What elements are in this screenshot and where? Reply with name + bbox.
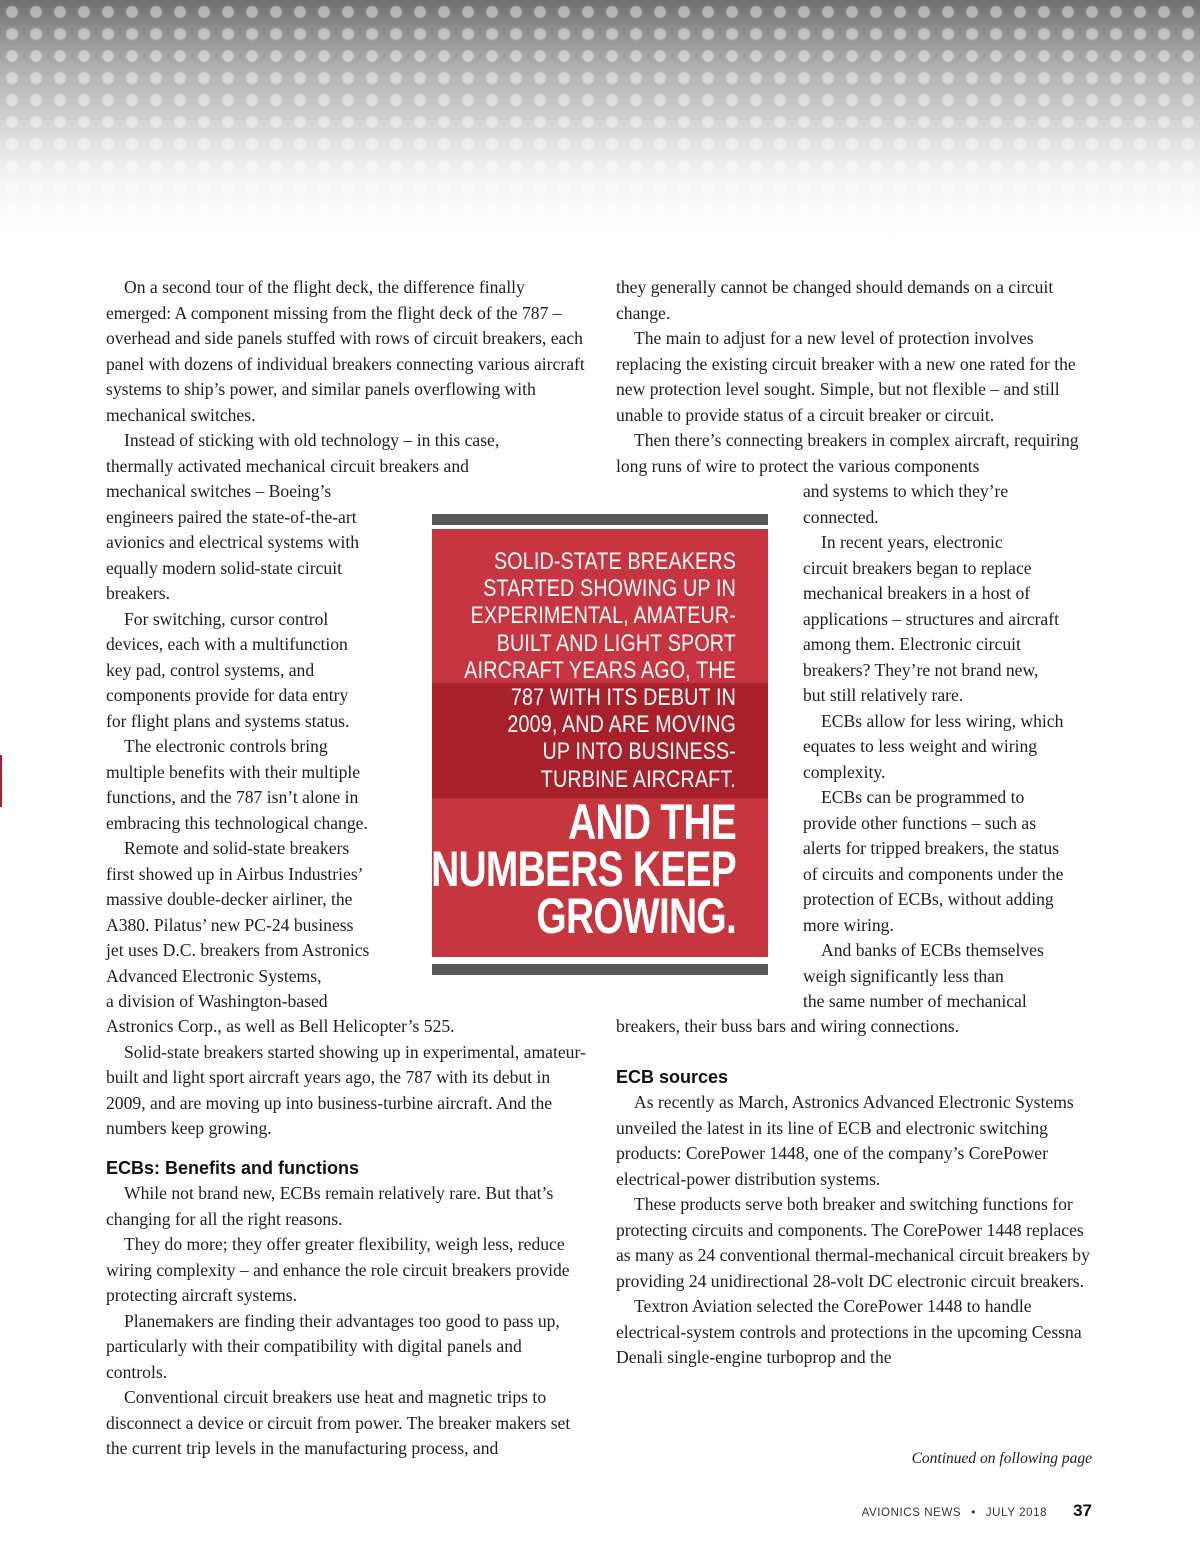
text-line: UP INTO BUSINESS- [542,738,736,766]
text-line: mechanical breakers in a host of [803,583,1031,603]
page-footer [862,1501,1092,1521]
text-line: the same number of mechanical [803,991,1027,1011]
header-texture-banner [0,0,1200,250]
text-line: provide other functions – such as [803,812,1037,833]
text-line: GROWING. [536,887,736,944]
text-line: applications – structures and aircraft [803,608,1059,629]
text-line: EXPERIMENTAL, AMATEUR- [470,602,736,630]
paragraph: Textron Aviation selected the CorePower 1448 to handle electrical-system controls and protections in the upcoming Cessna Denali single-engine turboprop and the [616,1296,1082,1367]
pull-quote-text [449,548,736,793]
text-line: but still relatively rare. [803,685,964,705]
text-line: equates to less weight and wiring [803,736,1038,756]
paragraph: they generally cannot be changed should demands on a circuit change. [616,277,1054,323]
text-line: ECBs allow for less wiring, which [821,710,1064,731]
text-line: first showed up in Airbus Industries’ [106,863,364,884]
text-line: BUILT AND LIGHT SPORT [496,629,736,657]
text-line: functions, and the 787 isn’t alone in [106,787,359,807]
text-line: AIRCRAFT YEARS AGO, THE [464,656,736,684]
text-line: massive double-decker airliner, the [106,889,353,909]
text-line: among them. Electronic circuit [803,634,1021,654]
text-line: jet uses D.C. breakers from Astronics [106,940,370,960]
paragraph: They do more; they offer greater flexibility, weigh less, reduce wiring complexity – and enhance the role circuit breakers provide protecting aircraft systems. [106,1234,570,1305]
page-number: 37 [1073,1501,1092,1520]
paragraph: Planemakers are finding their advantages too good to pass up, particularly with their compatibility with digital panels and controls. [106,1310,560,1382]
text-line: engineers paired the state-of-the-art [106,506,357,527]
text-line: The electronic controls bring [124,736,328,756]
text-line: devices, each with a multifunction [106,634,348,654]
text-line: embracing this technological change. [106,812,368,833]
text-line: breakers? They’re not brand new, [803,659,1039,680]
text-line: mechanical switches – Boeing’s [106,481,332,501]
text-line: 787 WITH ITS DEBUT IN [510,684,736,712]
text-line: complexity. [803,761,886,782]
section-heading-benefits: ECBs: Benefits and functions [106,1157,360,1178]
text-line: Remote and solid-state breakers [124,838,350,858]
right-column-top [616,275,1096,479]
left-column-top [106,275,586,479]
text-line: protection of ECBs, without adding [803,889,1054,909]
text-line: and systems to which they’re [803,481,1009,501]
right-column-bottom [616,1014,1096,1371]
text-line: avionics and electrical systems with [106,532,360,552]
continued-note: Continued on following page [911,1450,1092,1467]
text-line: a division of Washington-based [106,991,328,1011]
paragraph: Then there’s connecting breakers in complex aircraft, requiring long runs of wire to protect the various components [616,430,1079,476]
pull-quote [432,529,768,957]
paragraph: Solid-state breakers started showing up in experimental, amateur-built and light sport aircraft years ago, the 787 with its debut in 2009, and are moving up into business-turbine aircraft. And the numbers keep growing. [106,1041,586,1138]
text-line: SOLID-STATE BREAKERS [493,548,736,575]
publication-name: AVIONICS NEWS [861,1507,962,1519]
text-line: alerts for tripped breakers, the status [803,838,1059,858]
paragraph: These products serve both breaker and switching functions for protecting circuits and components. The CorePower 1448 replaces as many as 24 conventional thermal-mechanical circuit breakers by providing 24 unidirectional 28-volt DC electronic circuit breakers. [616,1194,1090,1291]
paragraph: The main to adjust for a new level of protection involves replacing the existing circuit breaker with a new one rated for the new protection level sought. Simple, but not flexible – and still unable to provide status of a circuit breaker or circuit. [616,328,1076,425]
text-line: 2009, AND ARE MOVING [507,711,736,739]
left-column-bottom [106,1014,586,1462]
text-line: equally modern solid-state circuit [106,557,342,578]
paragraph: Conventional circuit breakers use heat and magnetic trips to disconnect a device or circuit from power. The breaker makers set the current trip levels in the manufacturing process, and [106,1387,571,1458]
right-column-wrapped [803,479,1103,1015]
text-line: key pad, control systems, and [106,659,315,680]
pull-quote-bottom-rule [432,964,768,975]
text-line: AND THE [568,793,736,850]
page-edge-mark [0,755,2,807]
text-line: Advanced Electronic Systems, [106,965,322,986]
paragraph: While not brand new, ECBs remain relatively rare. But that’s changing for all the right reasons. [106,1183,554,1229]
section-heading-sources: ECB sources [616,1066,729,1087]
footer-bullet: • [971,1507,976,1519]
text-line: connected. [803,506,879,527]
paragraph: Astronics Corp., as well as Bell Helicopter’s 525. [106,1016,455,1036]
text-line: circuit breakers began to replace [803,557,1032,578]
text-line: TURBINE AIRCRAFT. [540,765,736,793]
paragraph: On a second tour of the flight deck, the difference finally emerged: A component missing from the flight deck of the 787 – overhead and side panels stuffed with rows of circuit breakers, each panel with dozens of individual breakers connecting various aircraft systems to ship’s power, and similar panels overflowing with mechanical switches. [106,277,585,425]
pull-quote-emphasis [408,793,736,944]
text-line: more wiring. [803,914,894,935]
text-line: NUMBERS KEEP [431,840,736,897]
text-line: For switching, cursor control [124,608,329,629]
text-line: breakers. [106,583,170,603]
text-line: multiple benefits with their multiple [106,761,361,782]
text-line: for flight plans and systems status. [106,710,350,731]
text-line: components provide for data entry [106,685,349,705]
text-line: of circuits and components under the [803,863,1064,884]
text-line: STARTED SHOWING UP IN [483,575,736,603]
issue-date: JULY 2018 [985,1507,1048,1519]
text-line: In recent years, electronic [821,532,1003,552]
paragraph: breakers, their buss bars and wiring connections. [616,1016,959,1036]
text-line: A380. Pilatus’ new PC-24 business [106,914,354,935]
text-line: ECBs can be programmed to [821,787,1025,807]
pull-quote-top-rule [432,514,768,525]
paragraph: As recently as March, Astronics Advanced Electronic Systems unveiled the latest in its line of ECB and electronic switching products: CorePower 1448, one of the company’s CorePower electrical-power distribution systems. [616,1092,1074,1189]
left-column-wrapped [106,479,426,1015]
text-line: And banks of ECBs themselves [821,940,1044,960]
paragraph: Instead of sticking with old technology – in this case, thermally activated mechanical circuit breakers and [106,430,500,476]
text-line: weigh significantly less than [803,965,1004,986]
